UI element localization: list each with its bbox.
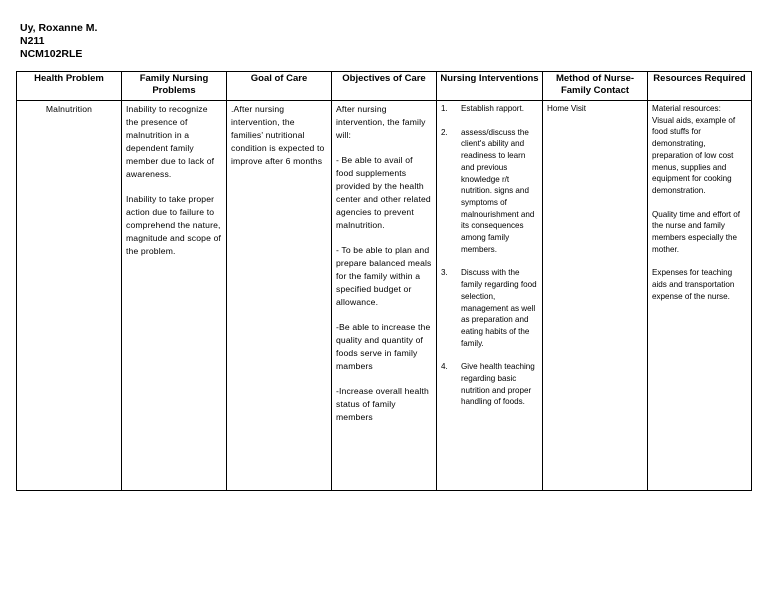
nursing-interventions-cell <box>437 101 543 491</box>
goal-text: .After nursing intervention, the families' nutritional condition is expected to improve after 6 months <box>231 104 325 166</box>
section-code: N211 <box>20 35 45 47</box>
objectives-of-care-cell <box>332 101 437 491</box>
objective-intro: After nursing intervention, the family will: <box>336 104 426 140</box>
item-number: 3. <box>441 268 448 278</box>
problem-text: Inability to recognize the presence of malnutrition in a dependent family member due to lack of awareness. <box>126 104 215 179</box>
item-number: 1. <box>441 104 448 113</box>
family-nursing-problems-cell <box>122 101 227 491</box>
table-row <box>17 101 752 491</box>
resource-item: Material resources: Visual aids, example of food stuffs for demonstrating, preparation of low cost menus, supplies and equipment for cooking demonstration. <box>652 104 736 195</box>
health-problem-cell <box>17 101 122 491</box>
list-item <box>441 127 538 256</box>
item-text: Establish rapport. <box>461 104 524 113</box>
resource-item: Quality time and effort of the nurse and family members especially the mother. <box>652 209 741 254</box>
method-text: Home Visit <box>547 104 586 113</box>
course-code: NCM102RLE <box>20 48 83 60</box>
student-name: Uy, Roxanne M. <box>20 22 98 34</box>
health-problem-text: Malnutrition <box>45 104 93 114</box>
item-text: Discuss with the family regarding food selection, management as well as preparation and eating habits of the family. <box>461 268 537 348</box>
method-of-contact-cell <box>543 101 648 491</box>
item-number: 4. <box>441 362 448 372</box>
document-header <box>20 22 97 61</box>
list-item <box>441 267 538 349</box>
resources-required-cell <box>648 101 752 491</box>
objective-item: -Be able to increase the quality and quantity of foods serve in family mambers <box>336 322 431 371</box>
resource-item: Expenses for teaching aids and transportation expense of the nurse. <box>652 268 735 301</box>
column-header: Health Problem <box>17 72 122 101</box>
column-header: Method of Nurse-Family Contact <box>543 72 648 101</box>
objective-item: - Be able to avail of food supplements provided by the health center and other related agencies to prevent malnutrition. <box>336 155 431 230</box>
table-header-row <box>17 72 752 101</box>
list-item <box>441 361 538 408</box>
list-item <box>441 103 538 115</box>
goal-of-care-cell <box>227 101 332 491</box>
objective-item: - To be able to plan and prepare balanced meals for the family within a specified budget or allowance. <box>336 245 432 307</box>
objective-item: -Increase overall health status of family members <box>336 386 429 422</box>
item-number: 2. <box>441 127 448 137</box>
column-header: Family Nursing Problems <box>122 72 227 101</box>
item-text: assess/discuss the client's ability and readiness to learn and previous knowledge r/t nutrition. signs and symptoms of malnourishment and its consequences among family members. <box>461 127 535 254</box>
item-text: Give health teaching regarding basic nutrition and proper handling of foods. <box>461 362 535 407</box>
problem-text: Inability to take proper action due to failure to comprehend the nature, magnitude and scope of the problem. <box>126 194 222 256</box>
interventions-list <box>441 103 538 408</box>
family-nursing-care-plan-table <box>16 71 752 491</box>
column-header: Resources Required <box>648 72 752 101</box>
column-header: Nursing Interventions <box>437 72 543 101</box>
column-header: Goal of Care <box>227 72 332 101</box>
column-header: Objectives of Care <box>332 72 437 101</box>
